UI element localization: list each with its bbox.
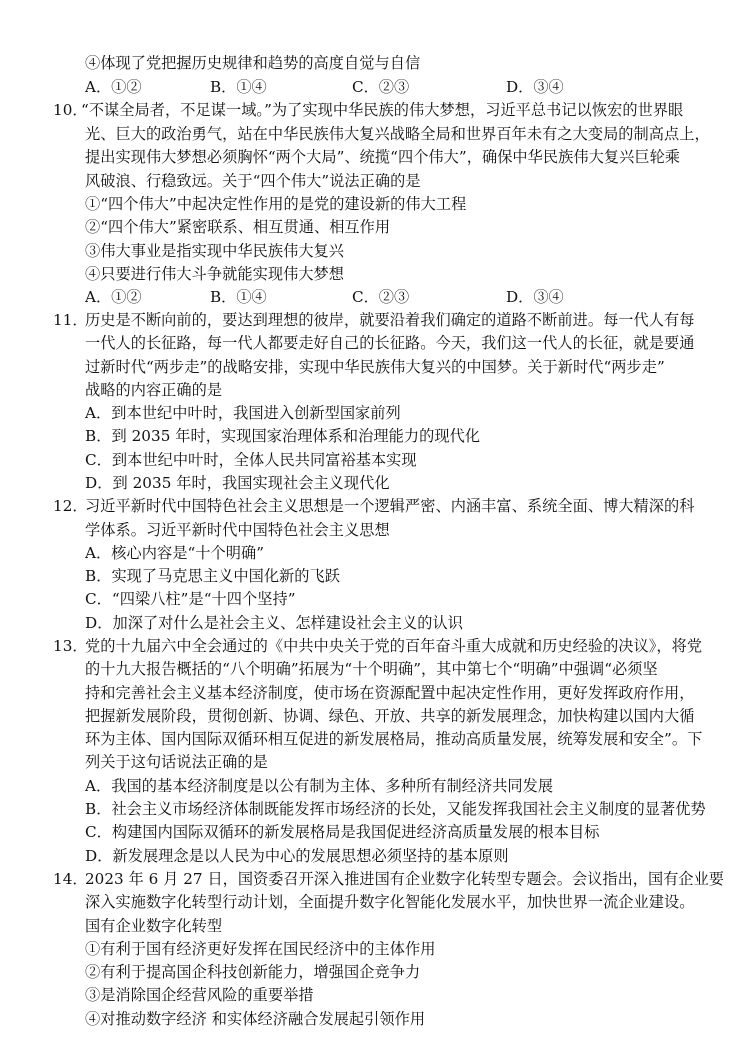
q13-stem-line-6: 列关于这句话说法正确的是	[85, 753, 268, 771]
q13-stem-line-1: 党的十九届六中全会通过的《中共中央关于党的百年奋斗重大成就和历史经验的决议》，将党	[85, 637, 703, 655]
q10-option-b: B．①④	[210, 288, 267, 306]
q14-stem-line-1: 2023 年 6 月 27 日，国资委召开深入推进国有企业数字化转型专题会。会议指出，国有企业要	[85, 870, 724, 888]
q9-option-a: A．①②	[85, 78, 142, 96]
q9-option-c: C．②③	[352, 78, 410, 96]
q13-stem-line-3: 持和完善社会主义基本经济制度，使市场在资源配置中起决定性作用，更好发挥政府作用，	[85, 684, 695, 702]
q11-choice-c: C．到本世纪中叶时，全体人民共同富裕基本实现	[85, 451, 417, 469]
q13-choice-a: A．我国的基本经济制度是以公有制为主体、多种所有制经济共同发展	[85, 777, 554, 795]
q10-stem-line-1: “不谋全局者，不足谋一域。”为了实现中华民族的伟大梦想，习近平总书记以恢宏的世界眼	[81, 101, 684, 119]
q14-stem-line-2: 深入实施数字化转型行动计划，全面提升数字化智能化发展水平，加快世界一流企业建设。	[85, 893, 695, 911]
q11-stem-line-2: 一代人的长征路，每一代人都要走好自己的长征路。今天，我们这一代人的长征，就是要通	[85, 334, 695, 352]
q10-stem-line-4: 风破浪、行稳致远。关于“四个伟大”说法正确的是	[85, 172, 421, 190]
q11-choice-d: D．到 2035 年时，我国实现社会主义现代化	[85, 474, 390, 492]
q13-choice-d: D．新发展理念是以人民为中心的发展思想必须坚持的基本原则	[85, 847, 509, 865]
q10-option-c: C．②③	[352, 288, 410, 306]
q14-stem-line-3: 国有企业数字化转型	[85, 917, 223, 935]
q9-option-b: B．①④	[210, 78, 267, 96]
q9-item-4: ④体现了党把握历史规律和趋势的高度自觉与自信	[85, 54, 421, 72]
q14-item-4: ④对推动数字经济 和实体经济融合发展起引领作用	[85, 1010, 426, 1028]
q13-stem-line-5: 环为主体、国内国际双循环相互促进的新发展格局，推动高质量发展，统筹发展和安全”。下	[85, 730, 703, 748]
q11-stem-line-1: 历史是不断向前的，要达到理想的彼岸，就要沿着我们确定的道路不断前进。每一代人有每	[85, 311, 695, 329]
q10-item-3: ③伟大事业是指实现中华民族伟大复兴	[85, 242, 345, 260]
q10-stem-line-2: 光、巨大的政治勇气，站在中华民族伟大复兴战略全局和世界百年未有之大变局的制高点上，	[85, 125, 710, 143]
q11-stem-line-4: 战略的内容正确的是	[85, 381, 223, 399]
q10-item-2: ②“四个伟大”紧密联系、相互贯通、相互作用	[85, 218, 391, 236]
q12-choice-a: A．核心内容是“十个明确”	[85, 544, 265, 562]
q10-option-a: A．①②	[85, 288, 142, 306]
q12-choice-d: D．加深了对什么是社会主义、怎样建设社会主义的认识	[85, 614, 463, 632]
q12-stem-line-2: 学体系。习近平新时代中国特色社会主义思想	[85, 521, 390, 539]
q13-stem-line-4: 把握新发展阶段，贯彻创新、协调、绿色、开放、共享的新发展理念，加快构建以国内大循	[85, 707, 695, 725]
q10-number: 10．	[53, 101, 88, 119]
q12-choice-c: C．“四梁八柱”是“十四个坚持”	[85, 590, 296, 608]
q10-option-d: D．③④	[506, 288, 564, 306]
q12-number: 12．	[53, 497, 88, 515]
q11-choice-a: A．到本世纪中叶时，我国进入创新型国家前列	[85, 404, 401, 422]
q13-stem-line-2: 的十九大报告概括的“八个明确”拓展为“十个明确”，其中第七个“明确”中强调“必须坚	[85, 660, 658, 678]
q12-stem-line-1: 习近平新时代中国特色社会主义思想是一个逻辑严密、内涵丰富、系统全面、博大精深的科	[85, 497, 695, 515]
q10-item-4: ④只要进行伟大斗争就能实现伟大梦想	[85, 265, 345, 283]
q9-option-d: D．③④	[506, 78, 564, 96]
q13-choice-b: B．社会主义市场经济体制既能发挥市场经济的长处，又能发挥我国社会主义制度的显著优势	[85, 800, 706, 818]
q13-choice-c: C．构建国内国际双循环的新发展格局是我国促进经济高质量发展的根本目标	[85, 823, 600, 841]
q12-choice-b: B．实现了马克思主义中国化新的飞跃	[85, 567, 341, 585]
q10-item-1: ①“四个伟大”中起决定性作用的是党的建设新的伟大工程	[85, 195, 467, 213]
q10-stem-line-3: 提出实现伟大梦想必须胸怀“两个大局”、统揽“四个伟大”，确保中华民族伟大复兴巨轮乘	[85, 148, 681, 166]
q14-item-3: ③是消除国企经营风险的重要举措	[85, 986, 314, 1004]
q11-stem-line-3: 过新时代“两步走”的战略安排，实现中华民族伟大复兴的中国梦。关于新时代“两步走”	[85, 358, 665, 376]
q14-item-2: ②有利于提高国企科技创新能力，增强国企竞争力	[85, 963, 421, 981]
q14-item-1: ①有利于国有经济更好发挥在国民经济中的主体作用	[85, 940, 436, 958]
q13-number: 13．	[53, 637, 88, 655]
q11-choice-b: B．到 2035 年时，实现国家治理体系和治理能力的现代化	[85, 427, 481, 445]
q11-number: 11．	[53, 311, 88, 329]
q14-number: 14．	[53, 870, 88, 888]
